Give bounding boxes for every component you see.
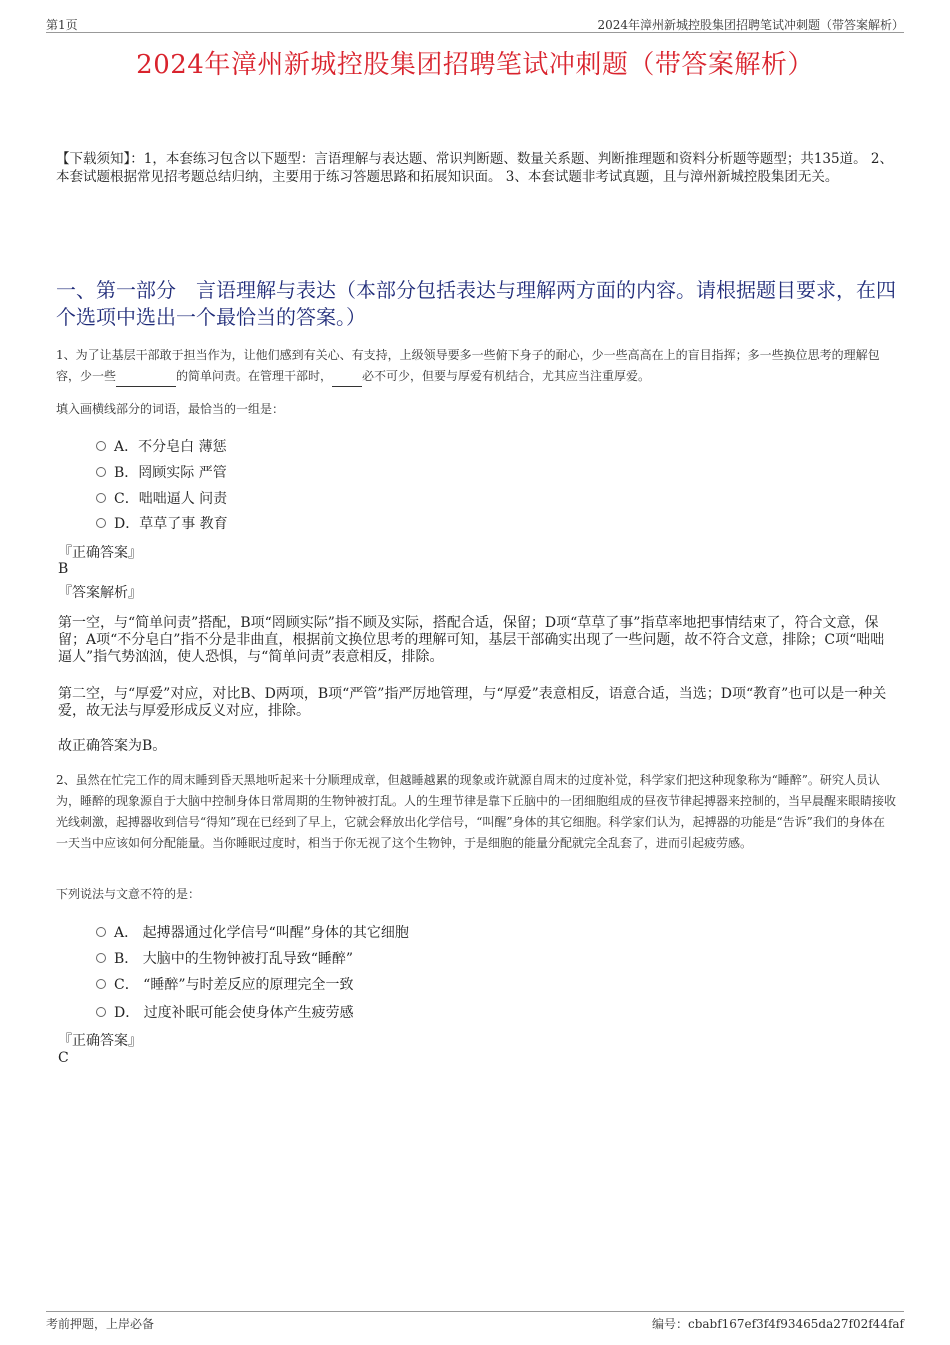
radio-icon[interactable] — [96, 953, 106, 963]
q1-option-a[interactable]: A．不分皂白 薄惩 — [96, 436, 227, 456]
blank-2 — [332, 372, 362, 387]
question-1-stem: 1、为了让基层干部敢于担当作为，让他们感到有关心、有支持，上级领导要多一些俯下身子的耐心，少一些高高在上的盲目指挥；多一些换位思考的理解包容，少一些 的简单问责。在管理干部时， 必不可少，但要与厚爱有机结合，尤其应当注重厚爱。 — [56, 345, 896, 387]
question-2-stem: 2、虽然在忙完工作的周末睡到昏天黑地听起来十分顺理成章，但越睡越累的现象或许就源自周末的过度补觉，科学家们把这种现象称为“睡醉”。研究人员认为，睡醉的现象源自于大脑中控制身体日常周期的生物钟被打乱。人的生理节律是靠下丘脑中的一团细胞组成的昼夜节律起搏器来控制的，当早晨醒来眼睛接收光线刺激，起搏器收到信号“得知”现在已经到了早上，它就会释放出化学信号，“叫醒”身体的其它细胞。科学家们认为，起搏器的功能是“告诉”我们的身体在一天当中应该如何分配能量。当你睡眠过度时，相当于你无视了这个生物钟，于是细胞的能量分配就完全乱套了，进而引起疲劳感。 — [56, 773, 897, 850]
q2-option-a[interactable]: A． 起搏器通过化学信号“叫醒”身体的其它细胞 — [96, 922, 409, 942]
page-number: 第1页 — [46, 18, 78, 32]
q1-option-c[interactable]: C．咄咄逼人 问责 — [96, 488, 227, 508]
q1-answer: B — [58, 561, 69, 577]
radio-icon[interactable] — [96, 518, 106, 528]
radio-icon[interactable] — [96, 467, 106, 477]
footer-slogan: 考前押题，上岸必备 — [46, 1317, 155, 1331]
radio-icon[interactable] — [96, 493, 106, 503]
q1-analysis-paragraph-3: 故正确答案为B。 — [58, 738, 167, 754]
page-footer — [46, 1311, 904, 1330]
q1-answer-tag: 『正确答案』 — [58, 545, 142, 561]
q1-analysis-paragraph-2: 第二空，与“厚爱”对应，对比B、D两项，B项“严管”指严厉地管理，与“厚爱”表意相反，语意合适，当选；D项“教育”也可以是一种关爱，故无法与厚爱形成反义对应，排除。 — [58, 686, 887, 719]
question-1-prompt: 填入画横线部分的词语，最恰当的一组是： — [56, 402, 285, 416]
footer-doc-id: 编号：cbabf167ef3f4f93465da27f02f44faf — [651, 1317, 904, 1331]
q2-answer-tag: 『正确答案』 — [58, 1033, 142, 1049]
header-doc-title: 2024年漳州新城控股集团招聘笔试冲刺题（带答案解析） — [597, 18, 904, 32]
q1-option-b[interactable]: B．罔顾实际 严管 — [96, 462, 227, 482]
q2-option-b[interactable]: B． 大脑中的生物钟被打乱导致“睡醉” — [96, 948, 353, 968]
blank-1 — [116, 372, 176, 387]
question-2-prompt: 下列说法与文意不符的是： — [56, 887, 201, 901]
section-heading: 一、第一部分 言语理解与表达（本部分包括表达与理解两方面的内容。请根据题目要求，在四个选项中选出一个最恰当的答案。） — [56, 278, 896, 329]
radio-icon[interactable] — [96, 979, 106, 989]
page-header — [46, 14, 904, 33]
download-notice: 【下载须知】：1，本套练习包含以下题型：言语理解与表达题、常识判断题、数量关系题、判断推理题和资料分析题等题型；共135道。 2、本套试题根据常见招考题总结归纳，主要用于练习答题思路和拓展知识面。 3、本套试题非考试真题，且与漳州新城控股集团无关。 — [56, 151, 893, 185]
radio-icon[interactable] — [96, 1007, 106, 1017]
q2-option-d[interactable]: D． 过度补眠可能会使身体产生疲劳感 — [96, 1002, 354, 1022]
q1-option-d[interactable]: D．草草了事 教育 — [96, 513, 228, 533]
q2-option-c[interactable]: C． “睡醉”与时差反应的原理完全一致 — [96, 974, 354, 994]
document-title: 2024年漳州新城控股集团招聘笔试冲刺题（带答案解析） — [136, 50, 814, 80]
q2-answer: C — [58, 1050, 69, 1066]
radio-icon[interactable] — [96, 927, 106, 937]
q1-analysis-tag: 『答案解析』 — [58, 585, 142, 601]
radio-icon[interactable] — [96, 441, 106, 451]
q1-analysis-paragraph-1: 第一空，与“简单问责”搭配，B项“罔顾实际”指不顾及实际，搭配合适，保留；D项“草草了事”指草率地把事情结束了，符合文意，保留；A项“不分皂白”指不分是非曲直，根据前文换位思考的理解可知，基层干部确实出现了一些问题，故不符合文意，排除；C项“咄咄逼人”指气势汹汹，使人恐惧，与“简单问责”表意相反，排除。 — [58, 615, 885, 665]
